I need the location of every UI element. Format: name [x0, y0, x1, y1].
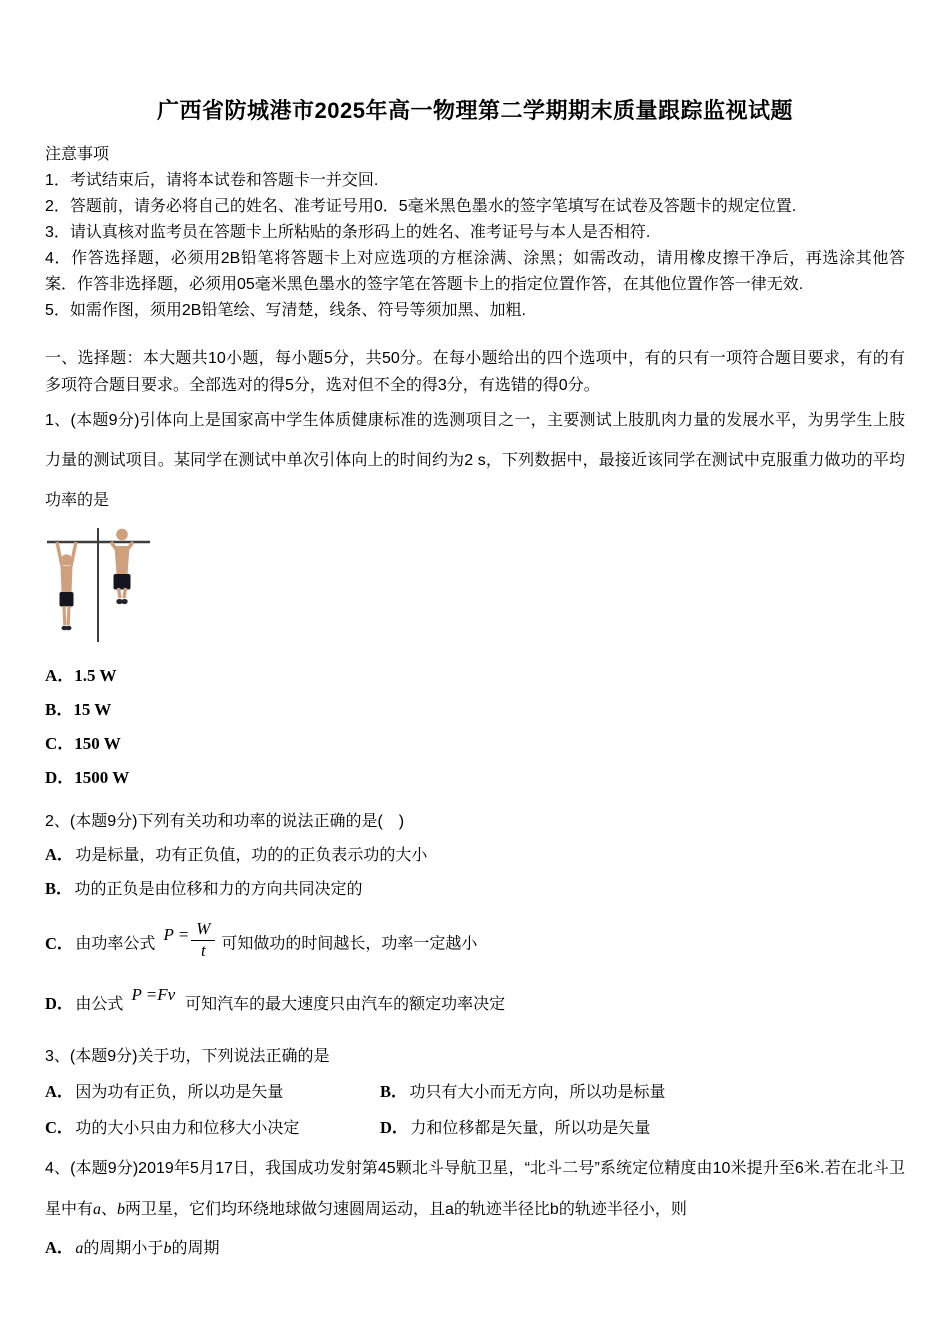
question-1: [45, 401, 905, 795]
formula-fraction-w-over-t: $\frac{W}{t}$: [191, 920, 215, 960]
q2-option-d: D． 由公式P =Fv可知汽车的最大速度只由汽车的额定功率决定: [45, 984, 506, 1013]
question-1-options: [45, 659, 905, 795]
q3-option-a: A． 因为功有正负，所以功是矢量: [45, 1081, 284, 1101]
question-4-stem: 4、(本题9分)2019年5月17日，我国成功发射第45颗北斗导航卫星，“北斗二号”系统定位精度由10米提升至6米.若在北斗卫星中有a、b两卫星，它们均环绕地球做匀速圆周运动，且a的轨迹半径比b的轨迹半径小，则: [45, 1159, 905, 1218]
notice-item-2: 2．答题前，请务必将自己的姓名、准考证号用0．5毫米黑色墨水的签字笔填写在试卷及答题卡的规定位置.: [45, 198, 797, 215]
q3-options-row-1: [45, 1074, 905, 1110]
question-1-stem: 1、(本题9分)引体向上是国家高中学生体质健康标准的选测项目之一，主要测试上肢肌肉力量的发展水平，为男学生上肢力量的测试项目。某同学在测试中单次引体向上的时间约为2 s，下列数据中，最接近该同学在测试中克服重力做功的平均功率的是: [45, 412, 905, 509]
q1-option-c: C．150 W: [45, 734, 121, 753]
question-1-figure: [45, 525, 905, 645]
q2-option-b: B． 功的正负是由位移和力的方向共同决定的: [45, 879, 363, 898]
formula-p-equals: P =: [163, 924, 190, 944]
hanging-man: [57, 542, 76, 630]
q4-option-a: A． a的周期小于b的周期: [45, 1237, 220, 1257]
notice-section: [45, 142, 905, 324]
question-3-stem: 3、(本题9分)关于功，下列说法正确的是: [45, 1047, 330, 1065]
notice-item-3: 3．请认真核对监考员在答题卡上所粘贴的条形码上的姓名、准考证号与本人是否相符.: [45, 224, 651, 241]
question-2-stem: 2、(本题9分)下列有关功和功率的说法正确的是( ): [45, 813, 405, 830]
question-3: [45, 1039, 905, 1146]
question-2: [45, 805, 905, 1021]
question-4: [45, 1148, 905, 1266]
notice-item-5: 5．如需作图，须用2B铅笔绘、写清楚，线条、符号等须加黑、加粗.: [45, 302, 526, 319]
notice-heading: 注意事项: [45, 146, 110, 163]
q3-options-row-2: [45, 1110, 905, 1146]
q3-option-d: D． 力和位移都是矢量，所以功是矢量: [380, 1117, 651, 1137]
q2-option-a: A． 功是标量，功有正负值，功的的正负表示功的大小: [45, 845, 428, 864]
q1-option-d: D．1500 W: [45, 768, 130, 787]
formula-p-equals-fv: P =Fv: [131, 984, 176, 1004]
page-title: 广西省防城港市2025年高一物理第二学期期末质量跟踪监视试题: [157, 98, 793, 123]
q3-option-c: C． 功的大小只由力和位移大小决定: [45, 1117, 300, 1137]
q3-option-b: B． 功只有大小而无方向，所以功是标量: [380, 1081, 666, 1101]
q1-option-b: B．15 W: [45, 700, 112, 719]
section-one-heading: 一、选择题：本大题共10小题，每小题5分，共50分。在每小题给出的四个选项中，有的只有一项符合题目要求，有的有多项符合题目要求。全部选对的得5分，选对但不全的得3分，有选错的得0分。: [45, 350, 905, 394]
q2-option-c: C． 由功率公式P = $\frac{W}{t}$ 可知做功的时间越长，功率一定越小: [45, 919, 478, 960]
q1-option-a: A．1.5 W: [45, 666, 117, 685]
notice-item-4: 4．作答选择题，必须用2B铅笔将答题卡上对应选项的方框涂满、涂黑；如需改动，请用橡皮擦干净后，再选涂其他答案．作答非选择题，必须用05毫米黑色墨水的签字笔在答题卡上的指定位置作答，在其他位置作答一律无效.: [45, 250, 905, 293]
pull-up-figure-svg: [45, 525, 157, 645]
pulled-up-man: [111, 529, 133, 604]
notice-item-1: 1．考试结束后，请将本试卷和答题卡一并交回.: [45, 172, 379, 189]
